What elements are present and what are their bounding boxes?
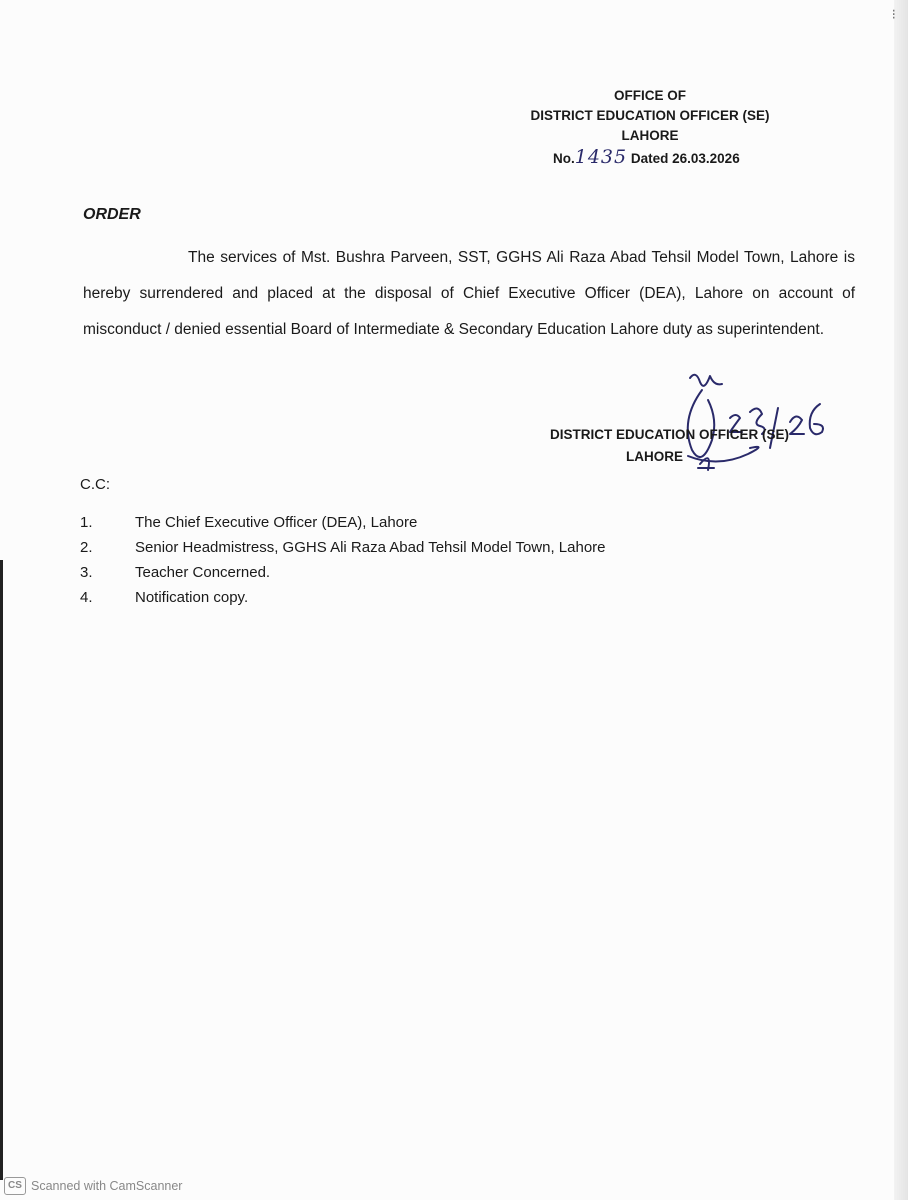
list-item [80,560,606,585]
scan-edge-right [891,0,908,1200]
order-title: ORDER [83,206,141,223]
cc-list [80,510,606,610]
watermark-text: Scanned with CamScanner [31,1179,183,1193]
list-item-number: 1. [80,514,93,531]
list-item-text: The Chief Executive Officer (DEA), Lahore [135,514,418,531]
cc-label: C.C: [80,476,110,493]
header-city: LAHORE [621,128,679,143]
signatory-place: LAHORE [626,449,683,464]
signature-block [550,424,789,468]
camscanner-logo-icon: CS [4,1177,26,1195]
ref-date: Dated 26.03.2026 [630,151,740,166]
list-item-text: Teacher Concerned. [135,564,271,581]
list-item [80,510,606,535]
reference-line [553,146,740,168]
list-item [80,585,606,610]
ref-number-handwritten: 1435 [574,146,628,168]
scan-edge-left [0,560,3,1180]
staple-mark-icon: ⁝ [891,6,896,22]
scanner-watermark [0,1172,908,1200]
signatory-title: DISTRICT EDUCATION OFFICER (SE) [550,427,789,442]
order-body: The services of Mst. Bushra Parveen, SST, GGHS Ali Raza Abad Tehsil Model Town, Lahore is hereby surrendered and placed at the disposal of Chief Executive Officer (DEA), Lahore on account of misconduct / denied essential Board of Intermediate & Secondary Education Lahore duty as superintendent. [83,249,855,338]
list-item-number: 3. [80,564,93,581]
header-office-of: OFFICE OF [614,88,686,103]
list-item-text: Senior Headmistress, GGHS Ali Raza Abad Tehsil Model Town, Lahore [135,539,606,556]
list-item-number: 4. [80,589,93,606]
list-item [80,535,606,560]
ref-prefix: No. [553,151,575,166]
list-item-number: 2. [80,539,93,556]
header-office-title: DISTRICT EDUCATION OFFICER (SE) [530,108,770,123]
list-item-text: Notification copy. [135,589,249,606]
letterhead [500,86,800,146]
